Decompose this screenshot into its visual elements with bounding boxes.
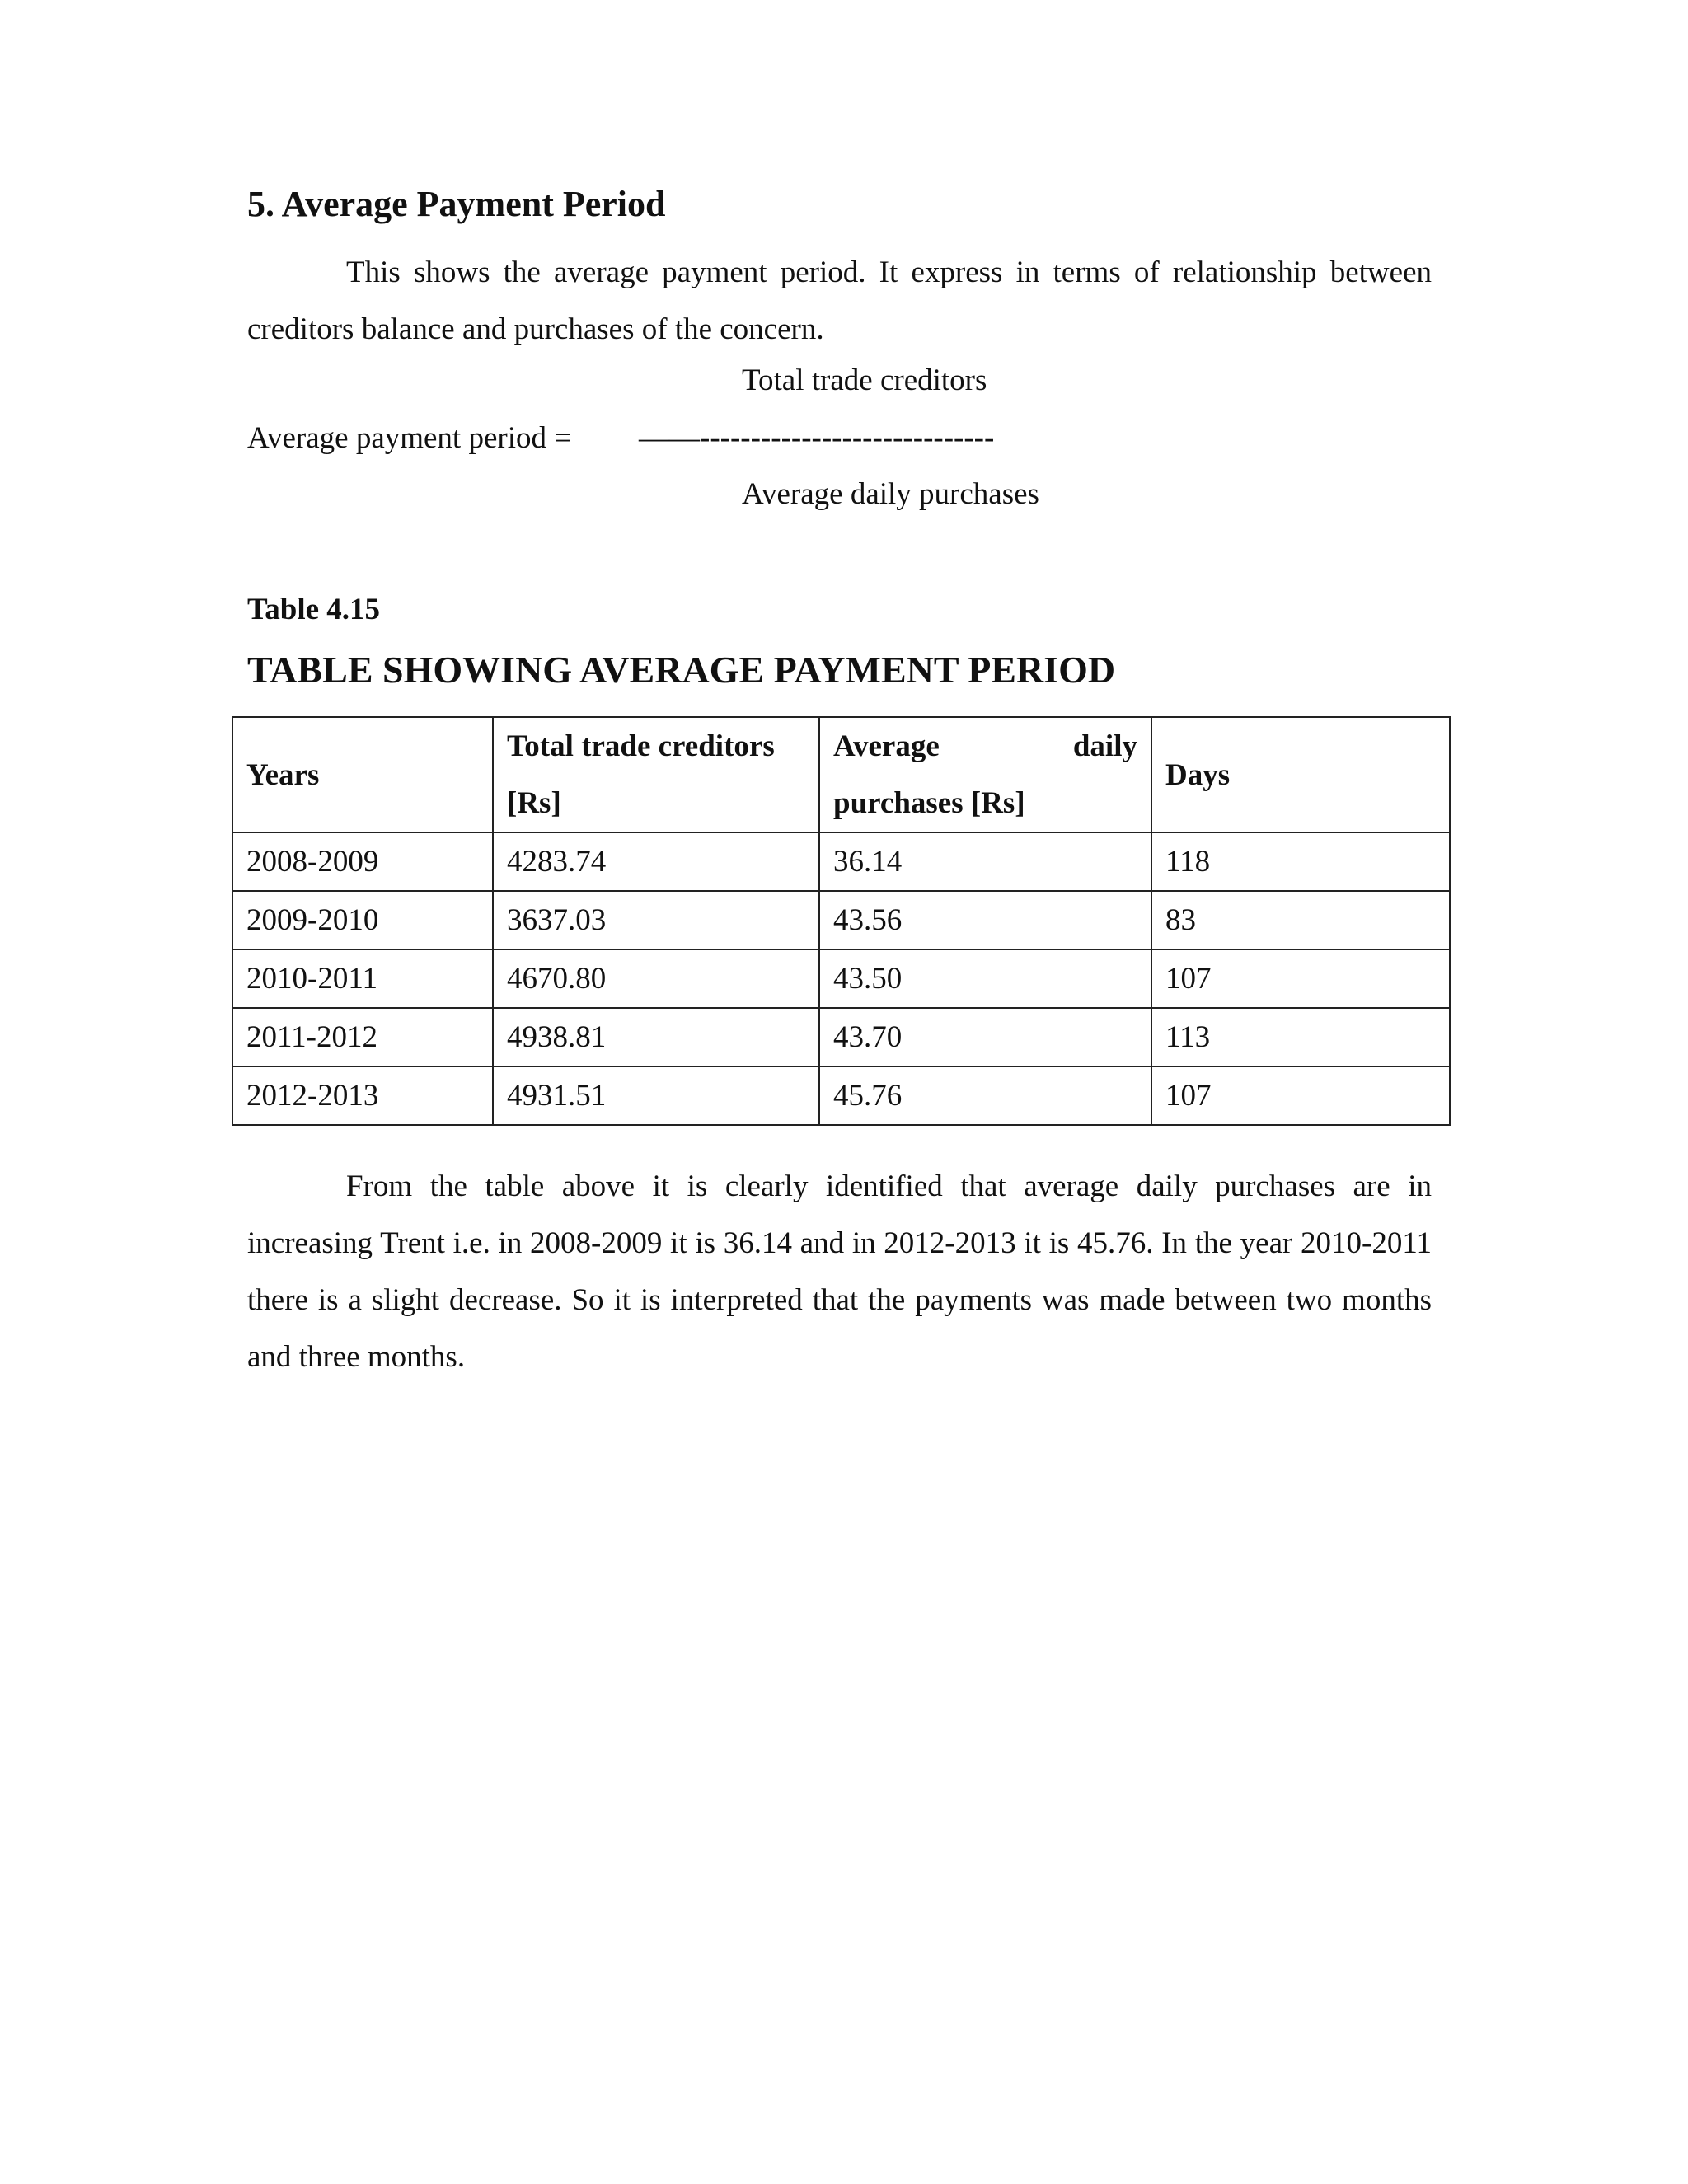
- table-label: Table 4.15: [247, 593, 381, 626]
- table-row: [232, 1066, 1450, 1125]
- cell-purchases: 43.50: [819, 949, 1151, 1008]
- cell-purchases: 45.76: [819, 1066, 1151, 1125]
- header-purchases-line2: purchases [Rs]: [833, 786, 1025, 820]
- cell-creditors: 3637.03: [493, 891, 819, 949]
- cell-days: 107: [1151, 949, 1450, 1008]
- cell-days: 113: [1151, 1008, 1450, 1066]
- cell-year: 2012-2013: [232, 1066, 493, 1125]
- header-days: Days: [1151, 717, 1450, 832]
- header-years: Years: [232, 717, 493, 832]
- cell-creditors: 4931.51: [493, 1066, 819, 1125]
- section-heading: 5. Average Payment Period: [247, 184, 666, 224]
- cell-year: 2008-2009: [232, 832, 493, 891]
- cell-year: 2010-2011: [232, 949, 493, 1008]
- cell-purchases: 36.14: [819, 832, 1151, 891]
- header-creditors: [493, 717, 819, 832]
- header-purchases-line1: Average daily: [833, 729, 1137, 763]
- intro-paragraph: This shows the average payment period. It express in terms of relationship between creditors balance and purchases of the concern.: [247, 255, 1432, 346]
- cell-days: 107: [1151, 1066, 1450, 1125]
- formula-label: Average payment period =: [247, 421, 572, 455]
- formula-divider: ——-----------------------------: [639, 421, 995, 455]
- table-title: TABLE SHOWING AVERAGE PAYMENT PERIOD: [247, 649, 1116, 691]
- table-header-row: [232, 717, 1450, 832]
- cell-year: 2009-2010: [232, 891, 493, 949]
- cell-year: 2011-2012: [232, 1008, 493, 1066]
- cell-days: 118: [1151, 832, 1450, 891]
- table-row: [232, 891, 1450, 949]
- cell-creditors: 4670.80: [493, 949, 819, 1008]
- cell-creditors: 4938.81: [493, 1008, 819, 1066]
- formula-denominator: Average daily purchases: [742, 477, 1039, 511]
- cell-purchases: 43.70: [819, 1008, 1151, 1066]
- formula-numerator: Total trade creditors: [742, 363, 987, 397]
- header-creditors-line1: Total trade creditors: [507, 729, 775, 763]
- header-purchases: [819, 717, 1151, 832]
- table-row: [232, 1008, 1450, 1066]
- cell-days: 83: [1151, 891, 1450, 949]
- table-row: [232, 949, 1450, 1008]
- header-creditors-line2: [Rs]: [507, 786, 561, 820]
- payment-period-table: [232, 716, 1451, 1126]
- cell-purchases: 43.56: [819, 891, 1151, 949]
- conclusion-paragraph: From the table above it is clearly identified that average daily purchases are in increasing Trent i.e. in 2008-2009 it is 36.14 and in 2012-2013 it is 45.76. In the year 2010-2011 there is a slight decrease. So it is interpreted that the payments was made between two months and three months.: [247, 1169, 1432, 1374]
- table-row: [232, 832, 1450, 891]
- cell-creditors: 4283.74: [493, 832, 819, 891]
